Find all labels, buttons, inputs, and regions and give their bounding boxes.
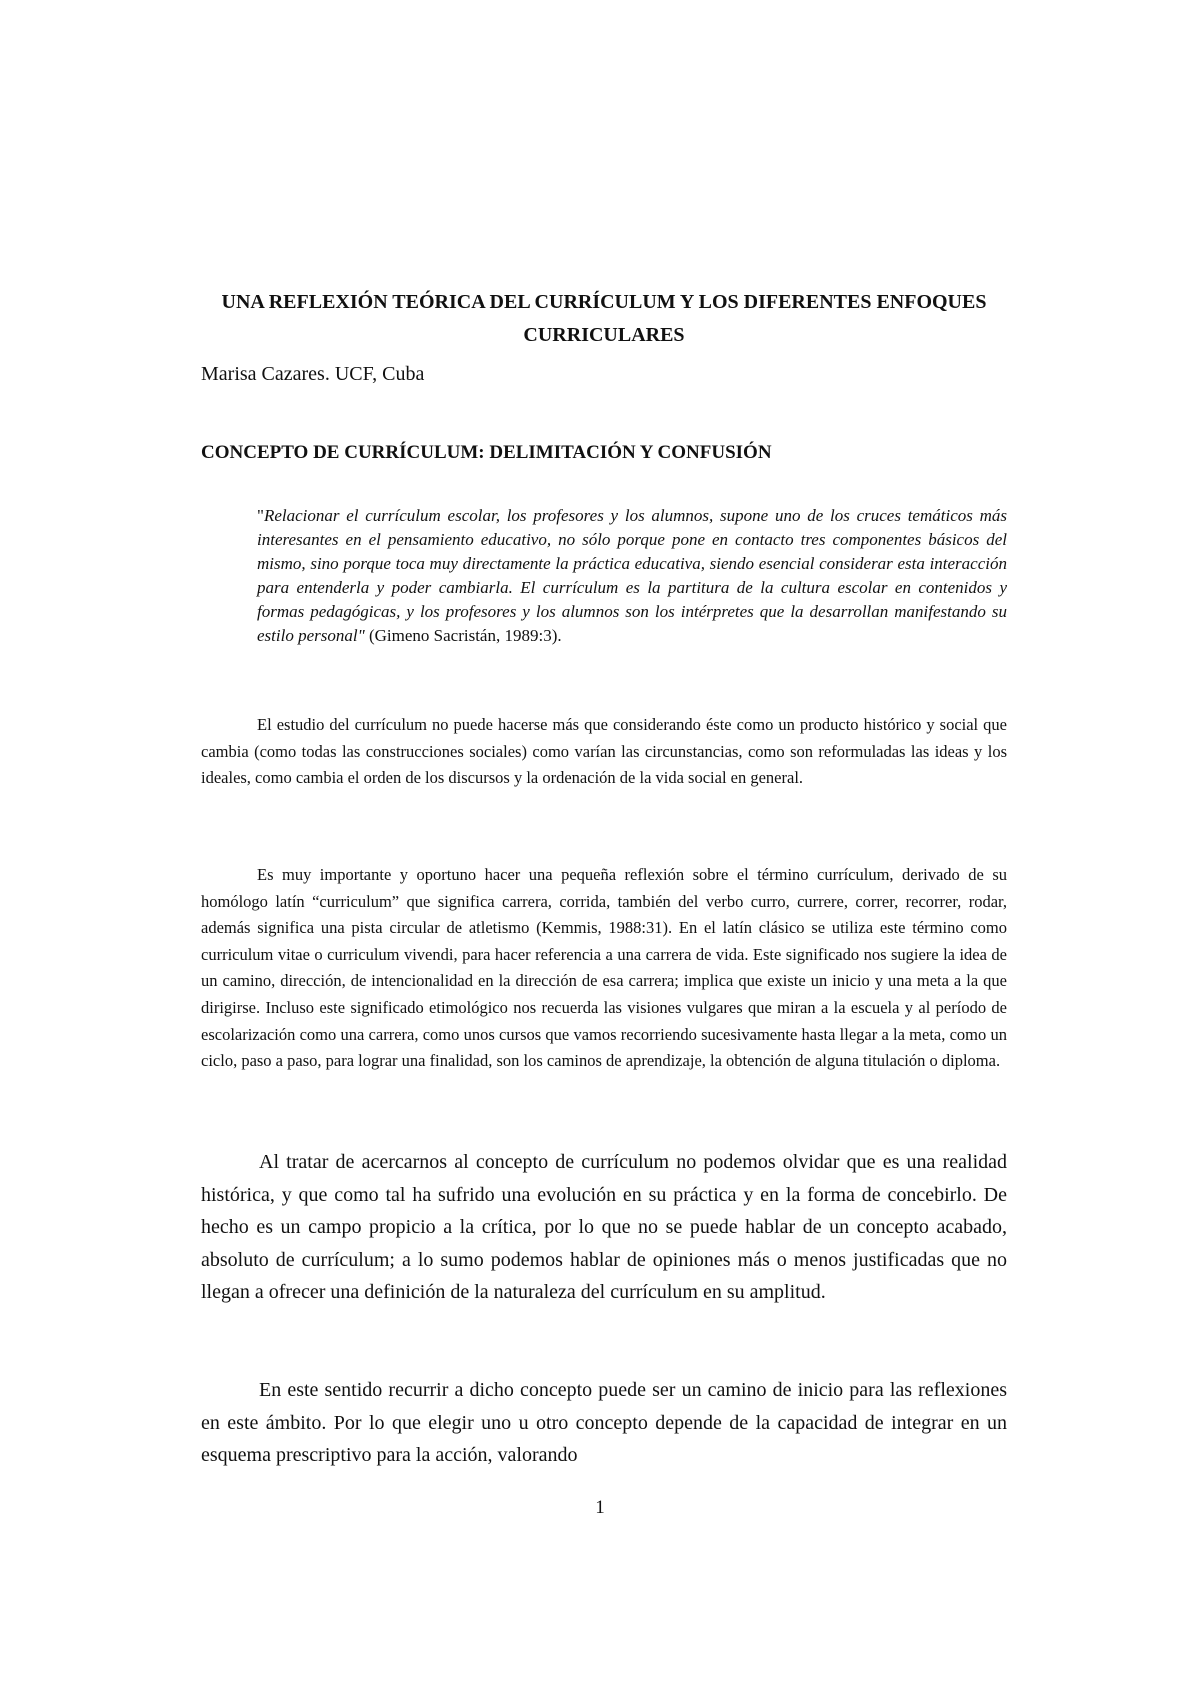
block-quote — [257, 504, 1007, 649]
quote-text: Relacionar el currículum escolar, los profesores y los alumnos, supone uno de los cruces temáticos más interesantes en el pensamiento educativo, no sólo porque pone en contacto tres componentes básicos del mismo, sino porque toca muy directamente la práctica educativa, siendo esencial considerar esta interacción para entenderla y poder cambiarla. El currículum es la partitura de la cultura escolar en contenidos y formas pedagógicas, y los profesores y los alumnos son los intérpretes que la desarrollan manifestando su estilo personal" — [257, 506, 1007, 646]
quote-open-mark: " — [257, 506, 264, 525]
paragraph-3: Al tratar de acercarnos al concepto de currículum no podemos olvidar que es una realidad histórica, y que como tal ha sufrido una evolución en su práctica y en la forma de concebirlo. De hecho es un campo propicio a la crítica, por lo que no se puede hablar de un concepto acabado, absoluto de currículum; a lo sumo podemos hablar de opiniones más o menos justificadas que no llegan a ofrecer una definición de la naturaleza del currículum en su amplitud. — [201, 1151, 1007, 1303]
document-title: UNA REFLEXIÓN TEÓRICA DEL CURRÍCULUM Y LOS DIFERENTES ENFOQUES CURRICULARES — [221, 291, 987, 346]
paragraph-2: Es muy importante y oportuno hacer una pequeña reflexión sobre el término currículum, derivado de su homólogo latín “curriculum” que significa carrera, corrida, también del verbo curro, currere, correr, recorrer, rodar, además significa una pista circular de atletismo (Kemmis, 1988:31). En el latín clásico se utiliza este término como curriculum vitae o curriculum vivendi, para hacer referencia a una carrera de vida. Este significado nos sugiere la idea de un camino, dirección, de intencionalidad en la dirección de esa carrera; implica que existe un inicio y una meta a la que dirigirse. Incluso este significado etimológico nos recuerda las visiones vulgares que miran a la escuela y al período de escolarización como una carrera, como unos cursos que vamos recorriendo sucesivamente hasta llegar a la meta, como un ciclo, paso a paso, para lograr una finalidad, son los caminos de aprendizaje, la obtención de alguna titulación o diploma. — [201, 865, 1007, 1071]
page-number: 1 — [595, 1497, 605, 1518]
author-line: Marisa Cazares. UCF, Cuba — [201, 363, 425, 385]
section-heading: CONCEPTO DE CURRÍCULUM: DELIMITACIÓN Y CONFUSIÓN — [201, 442, 772, 463]
paragraph-1: El estudio del currículum no puede hacerse más que considerando éste como un producto histórico y social que cambia (como todas las construcciones sociales) como varían las circunstancias, como son reformuladas las ideas y los ideales, como cambia el orden de los discursos y la ordenación de la vida social en general. — [201, 715, 1007, 788]
paragraph-4: En este sentido recurrir a dicho concepto puede ser un camino de inicio para las reflexiones en este ámbito. Por lo que elegir uno u otro concepto depende de la capacidad de integrar en un esquema prescriptivo para la acción, valorando — [201, 1379, 1007, 1466]
quote-citation: (Gimeno Sacristán, 1989:3). — [364, 626, 562, 646]
